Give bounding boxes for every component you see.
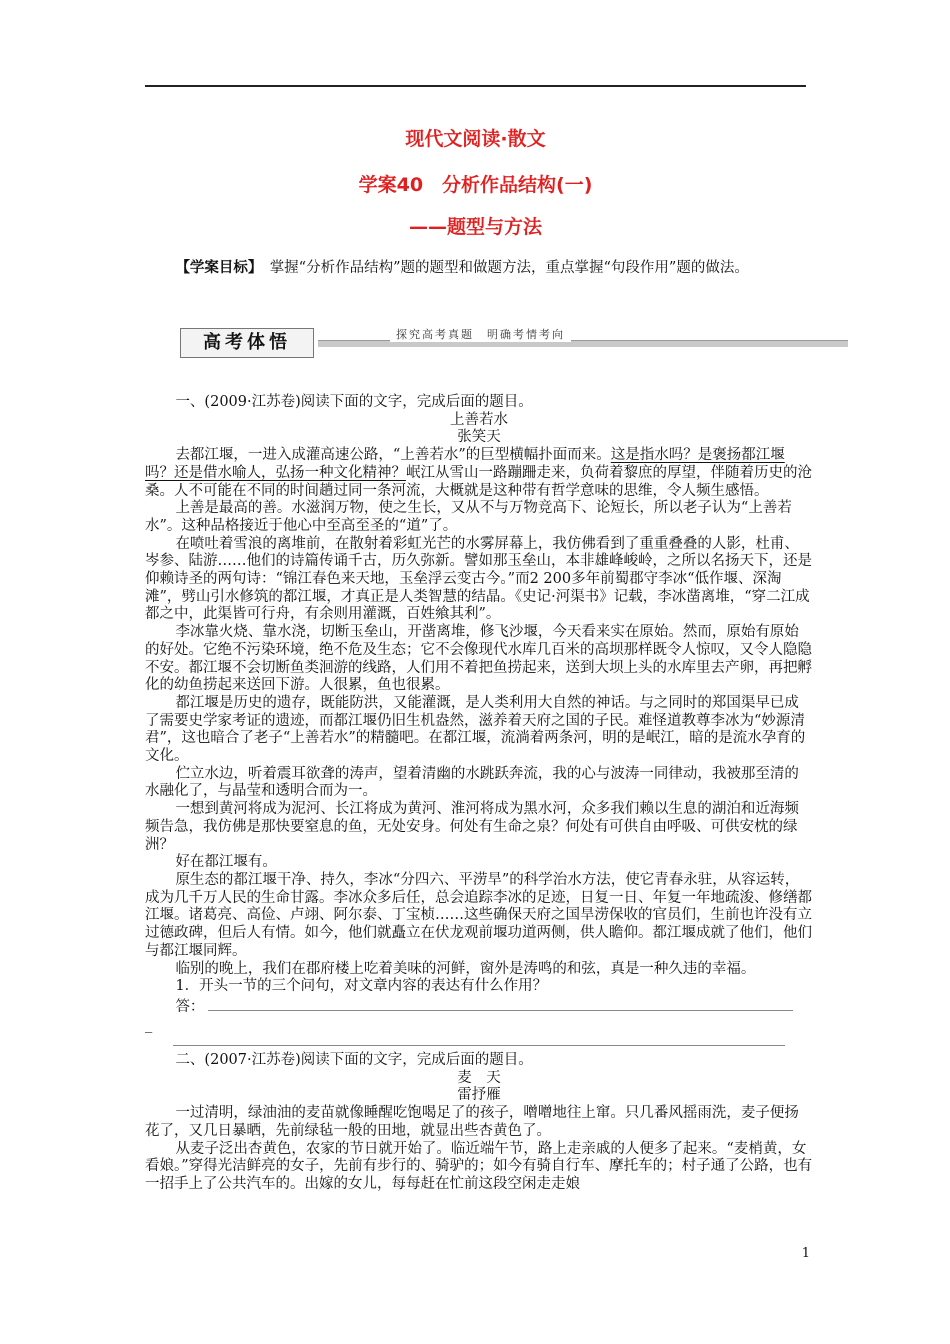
answer-row — [145, 996, 813, 1017]
answer-continuation: _ — [145, 1016, 153, 1033]
essay1-paragraph: 在喷吐着雪浪的离堆前，在散射着彩虹光芒的水雾屏幕上，我仿佛看到了重重叠叠的人影，杜甫、岑参、陆游……他们的诗篇传诵千古，历久弥新。譬如那玉垒山，本非雄峰峻岭，之所以名扬天下，还是仰赖诗圣的两句诗：“锦江春色来天地，玉垒浮云变古今。”而2 200多年前蜀郡守李冰“低作堰、深淘滩”，劈山引水修筑的都江堰，才真正是人类智慧的结晶。《史记·河渠书》记载，李冰凿离堆，“穿二江成都之中，此渠皆可行舟，有余则用灌溉，百姓飨其利”。 — [145, 535, 812, 623]
essay1-paragraph: 都江堰是历史的遗存，既能防洪，又能灌溉，是人类利用大自然的神话。与之同时的郑国渠早已成了需要史学家考证的遗迹，而都江堰仍旧生机盎然，滋养着天府之国的子民。难怪道教尊李冰为“妙源清君”，这也暗合了老子“上善若水”的精髓吧。在都江堰，流淌着两条河，明的是岷江，暗的是流水孕育的文化。 — [145, 694, 806, 765]
essay2-title: 麦 天 — [457, 1069, 501, 1086]
essay2-paragraph: 从麦子泛出杏黄色，农家的节日就开始了。临近端午节，路上走亲戚的人便多了起来。“麦梢黄，女看娘。”穿得光洁鲜亮的女子，先前有步行的、骑驴的；如今有骑自行车、摩托车的；村子通了公路，也有一招手上了公共汽车的。出嫁的女儿，每每赶在忙前这段空闲走走娘 — [145, 1140, 813, 1192]
essay1-paragraph: 原生态的都江堰干净、持久，李冰“分四六、平涝旱”的科学治水方法，使它青春永驻，从容运转，成为几千万人民的生命甘露。李冰众多后任，总会追踪李冰的足迹，日复一日、年复一年地疏浚、修缮都江堰。诸葛亮、高俭、卢翊、阿尔泰、丁宝桢……这些确保天府之国旱涝保收的官员们，生前也许没有立过德政碑，但后人有情。如今，他们就矗立在伏龙观前堰功道两侧，供人瞻仰。都江堰成就了他们，他们与都江堰同辉。 — [145, 871, 812, 959]
essay1-paragraph: 一想到黄河将成为泥河、长江将成为黄河、淮河将成为黑水河，众多我们赖以生息的湖泊和近海频频告急，我仿佛是那快要窒息的鱼，无处安身。何处有生命之泉？何处有可供自由呼吸、可供安枕的绿洲？ — [145, 801, 799, 853]
banner-title: 高考体悟 — [180, 328, 314, 358]
section-divider-row — [145, 1034, 813, 1052]
banner-subtitle: 探究高考真题 明确考情考向 — [390, 328, 571, 342]
lesson-subtitle: ——题型与方法 — [408, 216, 542, 238]
essay2-author: 雷抒雁 — [457, 1087, 501, 1104]
essay1-title: 上善若水 — [450, 411, 508, 428]
header-rule — [145, 85, 806, 87]
essay1-paragraph: 伫立水边，听着震耳欲聋的涛声，望着清幽的水跳跃奔流，我的心与波涛一同律动，我被那至清的水融化了，与晶莹和透明合而为一。 — [145, 765, 799, 800]
essay1-paragraph: 临别的晚上，我们在郡府楼上吃着美味的河鲜，窗外是涛鸣的和弦，真是一种久违的幸福。 — [175, 960, 756, 977]
learning-goal — [145, 258, 810, 278]
question-1: 1．开头一节的三个问句，对文章内容的表达有什么作用？ — [175, 978, 548, 995]
essay1-author: 张笑天 — [457, 429, 501, 446]
underlined-questions: 这是指水吗？是褒扬都江堰吗？还是借水喻人，弘扬一种文化精神？ — [145, 447, 785, 481]
page-title: 现代文阅读·散文 — [405, 128, 546, 150]
paragraph-text: 岷江从雪山一路蹦跚走来，负荷着黎庶的厚望，伴随着历史的沧桑。人不可能在不同的时间趟过同一条河流，大概就是这种带有哲学意味的思维，令人频生感悟。 — [145, 464, 812, 499]
answer-label: 答： — [175, 998, 205, 1015]
essay1-paragraph — [145, 447, 813, 500]
lesson-title: 学案40 分析作品结构(一) — [358, 174, 593, 196]
essay1-paragraph: 好在都江堰有。 — [175, 854, 277, 871]
page-number: 1 — [801, 1246, 810, 1261]
essay1-paragraph: 上善是最高的善。水滋润万物，使之生长，又从不与万物竞高下、论短长，所以老子认为“上善若水”。这种品格接近于他心中至高至圣的“道”了。 — [145, 500, 792, 534]
section-banner — [180, 328, 848, 356]
goal-label: 【学案目标】 — [175, 259, 256, 276]
paragraph-text: 去都江堰，一进入成灌高速公路，“上善若水”的巨型横幅扑面而来。 — [175, 447, 611, 464]
section-divider — [173, 1044, 785, 1046]
section1-intro: 一、(2009·江苏卷)阅读下面的文字，完成后面的题目。 — [175, 394, 533, 410]
goal-text: 掌握“分析作品结构”题的题型和做题方法，重点掌握“句段作用”题的做法。 — [269, 260, 749, 276]
section2-intro: 二、(2007·江苏卷)阅读下面的文字，完成后面的题目。 — [175, 1052, 533, 1069]
answer-line[interactable] — [208, 996, 793, 1011]
essay1-paragraph: 李冰靠火烧、靠水浇，切断玉垒山，开凿离堆，修飞沙堰，今天看来实在原始。然而，原始有原始的好处。它绝不污染环境，绝不危及生态；它不会像现代水库几百米的高坝那样既令人惊叹，又令人隐隐不安。都江堰不会切断鱼类洄游的线路，人们用不着把鱼捞起来，送到大坝上头的水库里去产卵，再把孵化的幼鱼捞起来送回下游。人很累，鱼也很累。 — [145, 624, 812, 694]
reading-content — [145, 394, 813, 1194]
essay2-paragraph: 一过清明，绿油油的麦苗就像睡醒吃饱喝足了的孩子，噌噌地往上窜。只几番风摇雨洗，麦子便扬花了，又几日暴晒，先前绿毡一般的田地，就显出些杏黄色了。 — [145, 1105, 799, 1139]
